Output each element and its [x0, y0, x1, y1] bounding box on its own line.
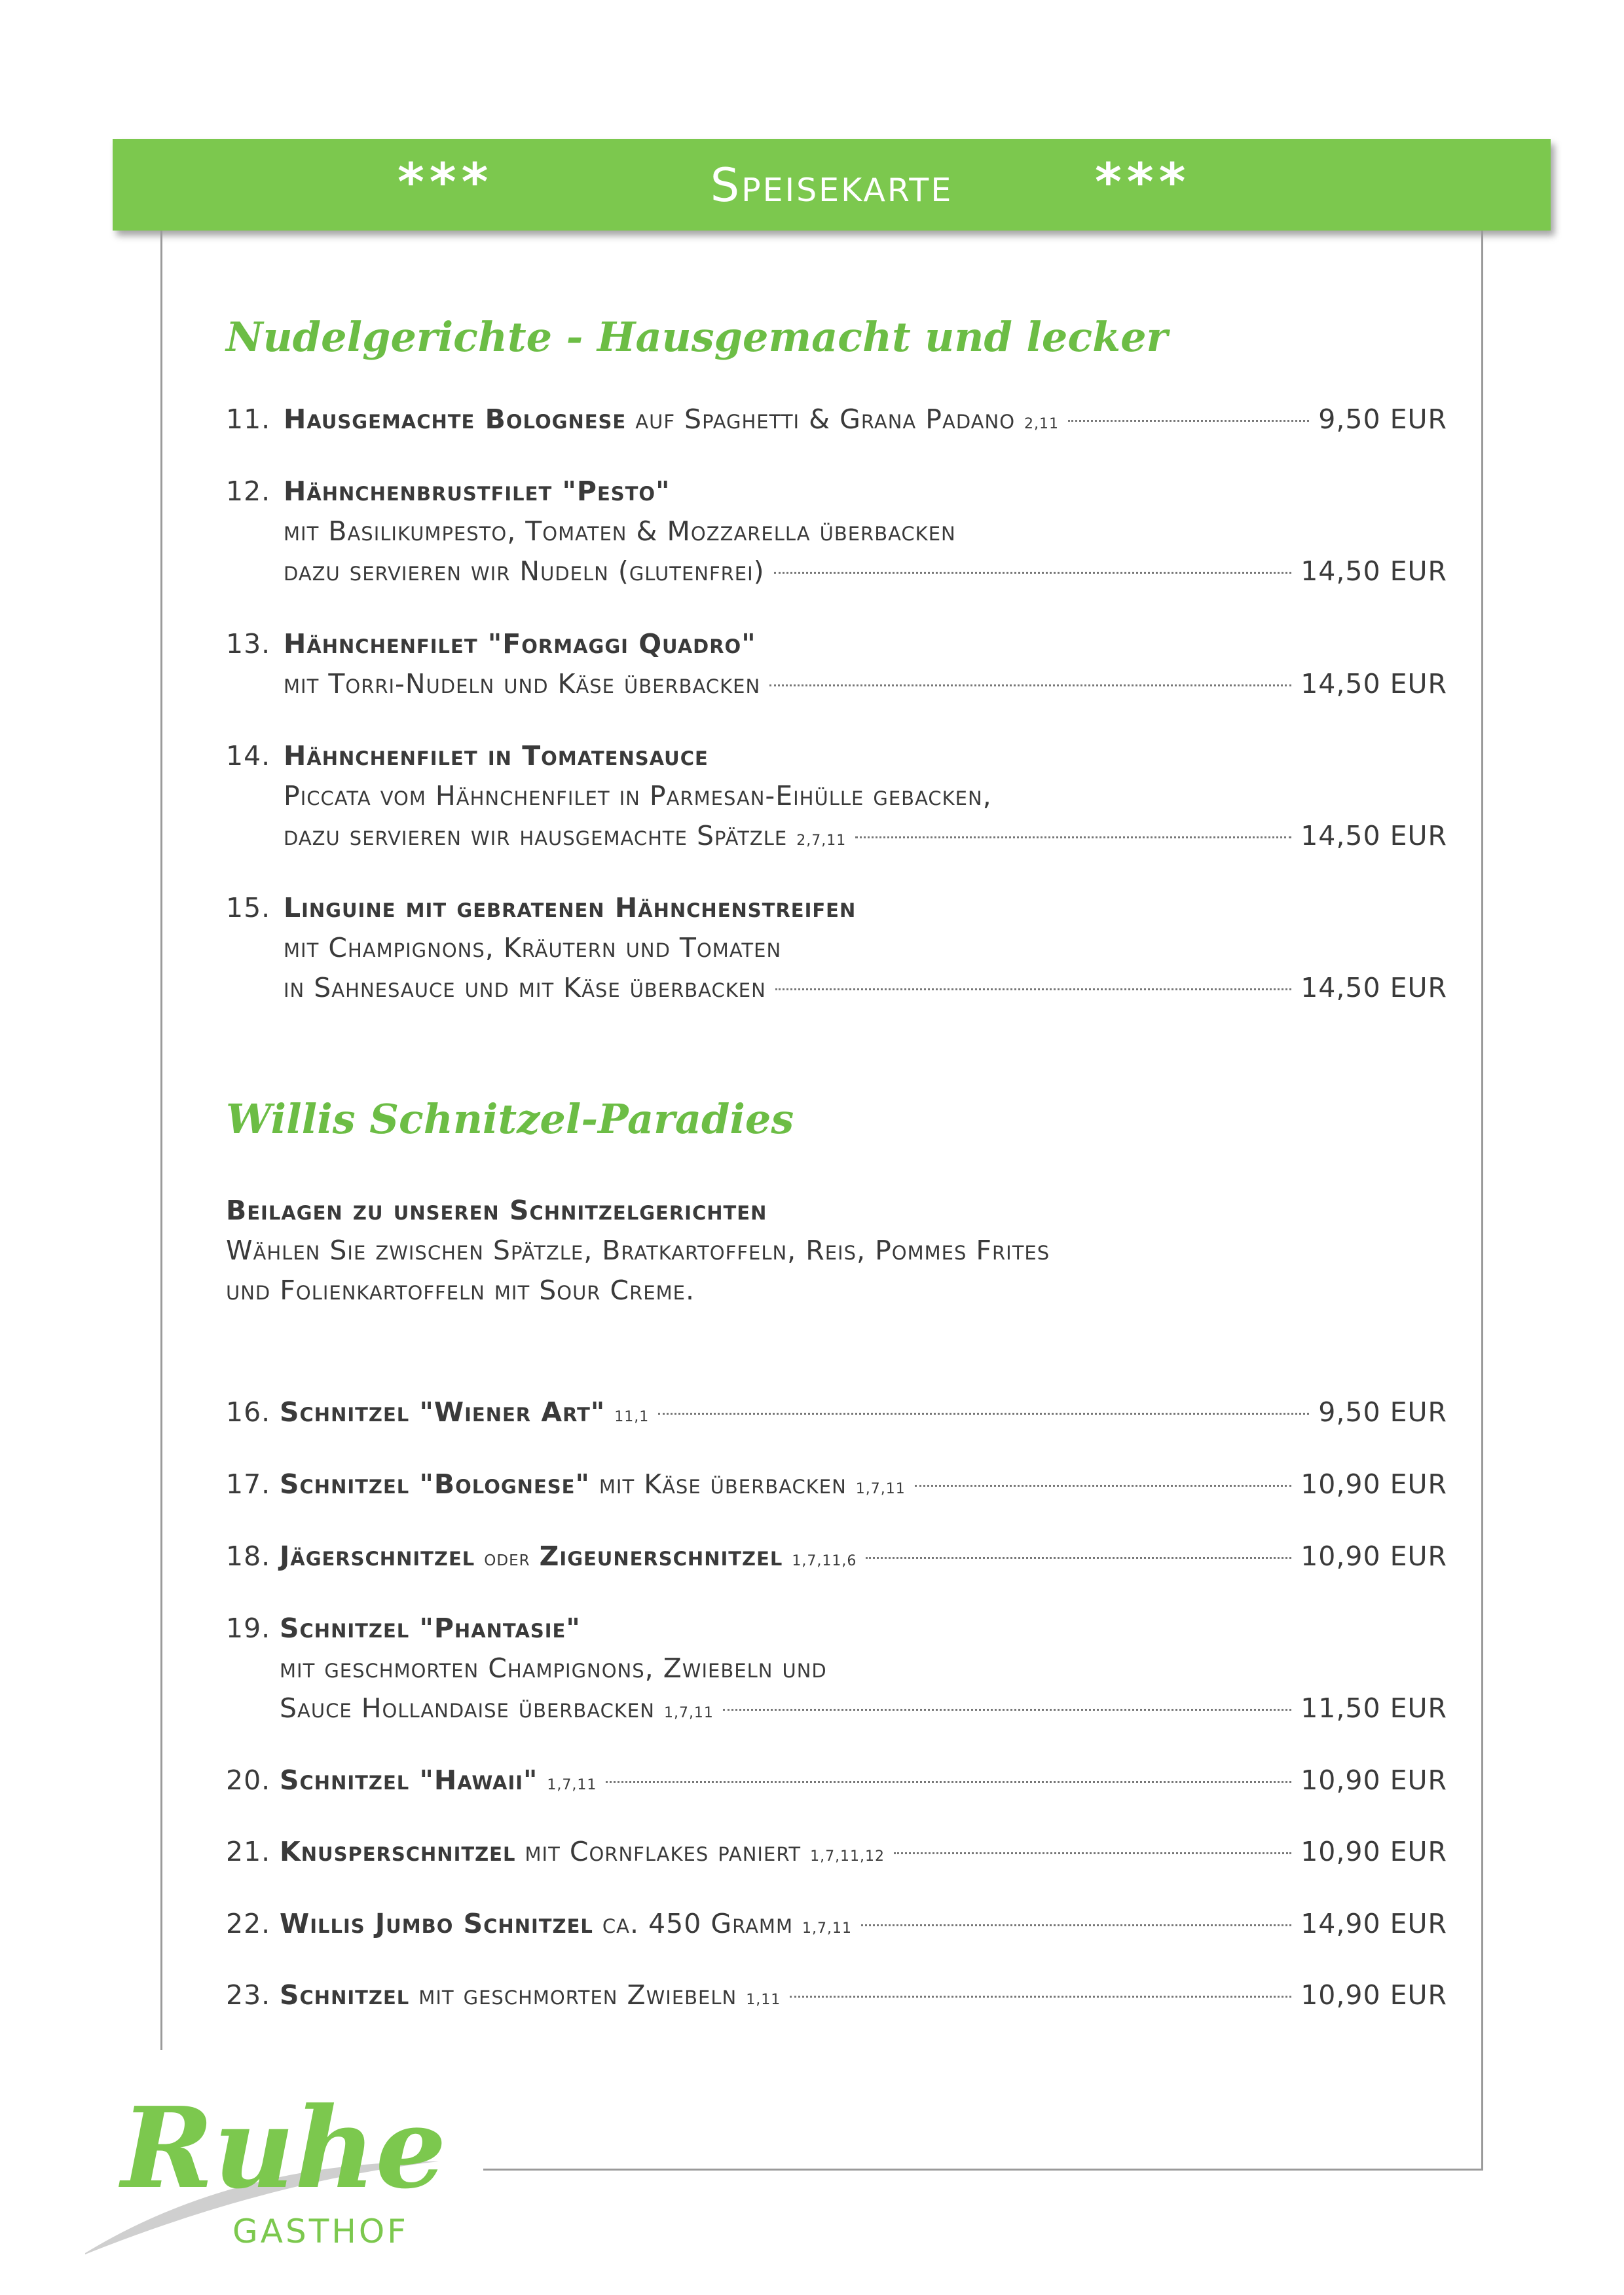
item-name: Hausgemachte Bolognese	[284, 403, 627, 435]
dot-leader	[769, 684, 1291, 686]
menu-item-17	[226, 1465, 1447, 1504]
item-number: 19.	[226, 1613, 271, 1644]
side-dishes-text: und Folienkartoffeln mit Sour Creme.	[226, 1275, 695, 1306]
item-number: 21.	[226, 1836, 271, 1867]
item-name: Schnitzel "Phantasie"	[280, 1613, 581, 1644]
item-name: Knusperschnitzel	[280, 1836, 516, 1867]
logo-wordmark: Ruhe	[121, 2083, 447, 2214]
item-price: 14,90 EUR	[1301, 1908, 1447, 1939]
dot-leader	[775, 988, 1291, 990]
item-description: auf Spaghetti & Grana Padano	[635, 403, 1016, 435]
item-description: ca. 450 Gramm	[602, 1908, 793, 1939]
item-price: 9,50 EUR	[1318, 1396, 1447, 1428]
menu-item-21	[226, 1832, 1447, 1872]
menu-item-12	[226, 472, 1447, 591]
item-allergens: 1,11	[746, 1992, 781, 2008]
item-number: 17.	[226, 1468, 271, 1500]
item-allergens: 1,7,11,6	[792, 1553, 857, 1569]
item-price: 14,50 EUR	[1301, 820, 1447, 851]
side-dishes-info	[226, 1191, 1050, 1311]
item-allergens: 2,7,11	[796, 832, 847, 849]
item-price: 14,50 EUR	[1301, 972, 1447, 1003]
item-price: 14,50 EUR	[1301, 555, 1447, 587]
item-price: 14,50 EUR	[1301, 668, 1447, 700]
item-allergens: 11,1	[614, 1409, 650, 1425]
header-banner	[113, 139, 1551, 231]
frame-border-bottom	[483, 2169, 1483, 2171]
item-description: mit Käse überbacken	[599, 1468, 847, 1500]
page-title: Speisekarte	[710, 159, 953, 212]
item-number: 15.	[226, 892, 271, 924]
dot-leader	[790, 1996, 1291, 1998]
frame-border-right	[1481, 231, 1483, 2171]
item-description: mit geschmorten Champignons, Zwiebeln und	[280, 1652, 827, 1684]
item-price: 9,50 EUR	[1318, 403, 1447, 435]
item-name: Hähnchenfilet "Formaggi Quadro"	[284, 628, 756, 660]
item-name: Schnitzel "Wiener Art"	[280, 1396, 606, 1428]
item-price: 10,90 EUR	[1301, 1836, 1447, 1867]
item-price: 11,50 EUR	[1301, 1692, 1447, 1724]
dot-leader	[861, 1924, 1291, 1926]
item-number: 11.	[226, 403, 271, 435]
menu-item-20	[226, 1761, 1447, 1801]
item-price: 10,90 EUR	[1301, 1979, 1447, 2011]
menu-item-14	[226, 736, 1447, 856]
dot-leader	[658, 1413, 1309, 1415]
item-allergens: 1,7,11	[802, 1920, 852, 1937]
section-heading-pasta: Nudelgerichte - Hausgemacht und lecker	[226, 313, 1168, 361]
item-number: 18.	[226, 1540, 271, 1572]
item-description: in Sahnesauce und mit Käse überbacken	[284, 972, 766, 1003]
item-number: 20.	[226, 1764, 271, 1796]
item-description: oder	[484, 1545, 530, 1571]
item-name: Schnitzel "Hawaii"	[280, 1764, 538, 1796]
item-description: mit geschmorten Zwiebeln	[418, 1979, 737, 2011]
menu-item-19	[226, 1609, 1447, 1728]
dot-leader	[1068, 420, 1309, 422]
item-name: Hähnchenbrustfilet "Pesto"	[284, 476, 671, 507]
dot-leader	[606, 1781, 1291, 1783]
dot-leader	[915, 1485, 1291, 1487]
item-name: Schnitzel "Bolognese"	[280, 1468, 590, 1500]
item-description: mit Basilikumpesto, Tomaten & Mozzarella überbacken	[284, 515, 956, 547]
item-description: Sauce Hollandaise überbacken	[280, 1692, 655, 1724]
side-dishes-title: Beilagen zu unseren Schnitzelgerichten	[226, 1195, 767, 1226]
item-description: dazu servieren wir Nudeln (glutenfrei)	[284, 555, 765, 587]
item-name: Schnitzel	[280, 1979, 410, 2011]
menu-item-11	[226, 400, 1447, 439]
item-name: Hähnchenfilet in Tomatensauce	[284, 740, 709, 772]
dot-leader	[866, 1557, 1291, 1559]
logo-subtitle: GASTHOF	[232, 2212, 409, 2250]
item-description: mit Champignons, Kräutern und Tomaten	[284, 932, 782, 963]
dot-leader	[723, 1709, 1291, 1711]
frame-border-left	[160, 231, 162, 2050]
item-number: 14.	[226, 740, 271, 772]
item-price: 10,90 EUR	[1301, 1468, 1447, 1500]
item-allergens: 1,7,11	[855, 1481, 906, 1497]
dot-leader	[855, 836, 1291, 838]
item-number: 12.	[226, 476, 271, 507]
item-name-alt: Zigeunerschnitzel	[539, 1540, 783, 1572]
item-allergens: 1,7,11	[663, 1705, 714, 1721]
menu-item-22	[226, 1904, 1447, 1944]
side-dishes-text: Wählen Sie zwischen Spätzle, Bratkartoffeln, Reis, Pommes Frites	[226, 1235, 1050, 1266]
menu-item-23	[226, 1975, 1447, 2015]
item-price: 10,90 EUR	[1301, 1540, 1447, 1572]
dot-leader	[774, 572, 1292, 574]
item-number: 13.	[226, 628, 271, 660]
menu-item-18	[226, 1537, 1447, 1577]
menu-item-15	[226, 888, 1447, 1008]
item-name: Linguine mit gebratenen Hähnchenstreifen	[284, 892, 857, 924]
item-allergens: 1,7,11	[547, 1777, 597, 1793]
item-name: Willis Jumbo Schnitzel	[280, 1908, 593, 1939]
item-name: Jägerschnitzel	[280, 1540, 475, 1572]
item-number: 23.	[226, 1979, 271, 2011]
decorative-stars-right: ***	[1095, 153, 1191, 212]
decorative-stars-left: ***	[397, 153, 494, 212]
item-number: 16.	[226, 1396, 271, 1428]
item-description: Piccata vom Hähnchenfilet in Parmesan-Eihülle gebacken,	[284, 780, 992, 812]
item-allergens: 2,11	[1024, 416, 1060, 432]
item-number: 22.	[226, 1908, 271, 1939]
gasthof-ruhe-logo	[72, 2083, 478, 2273]
item-description: mit Torri-Nudeln und Käse überbacken	[284, 668, 761, 700]
item-description: mit Cornflakes paniert	[525, 1836, 802, 1867]
menu-item-16	[226, 1392, 1447, 1432]
dot-leader	[894, 1852, 1291, 1854]
item-allergens: 1,7,11,12	[810, 1848, 885, 1865]
menu-item-13	[226, 624, 1447, 704]
item-price: 10,90 EUR	[1301, 1764, 1447, 1796]
item-description: dazu servieren wir hausgemachte Spätzle	[284, 820, 788, 851]
section-heading-schnitzel: Willis Schnitzel-Paradies	[226, 1095, 794, 1143]
